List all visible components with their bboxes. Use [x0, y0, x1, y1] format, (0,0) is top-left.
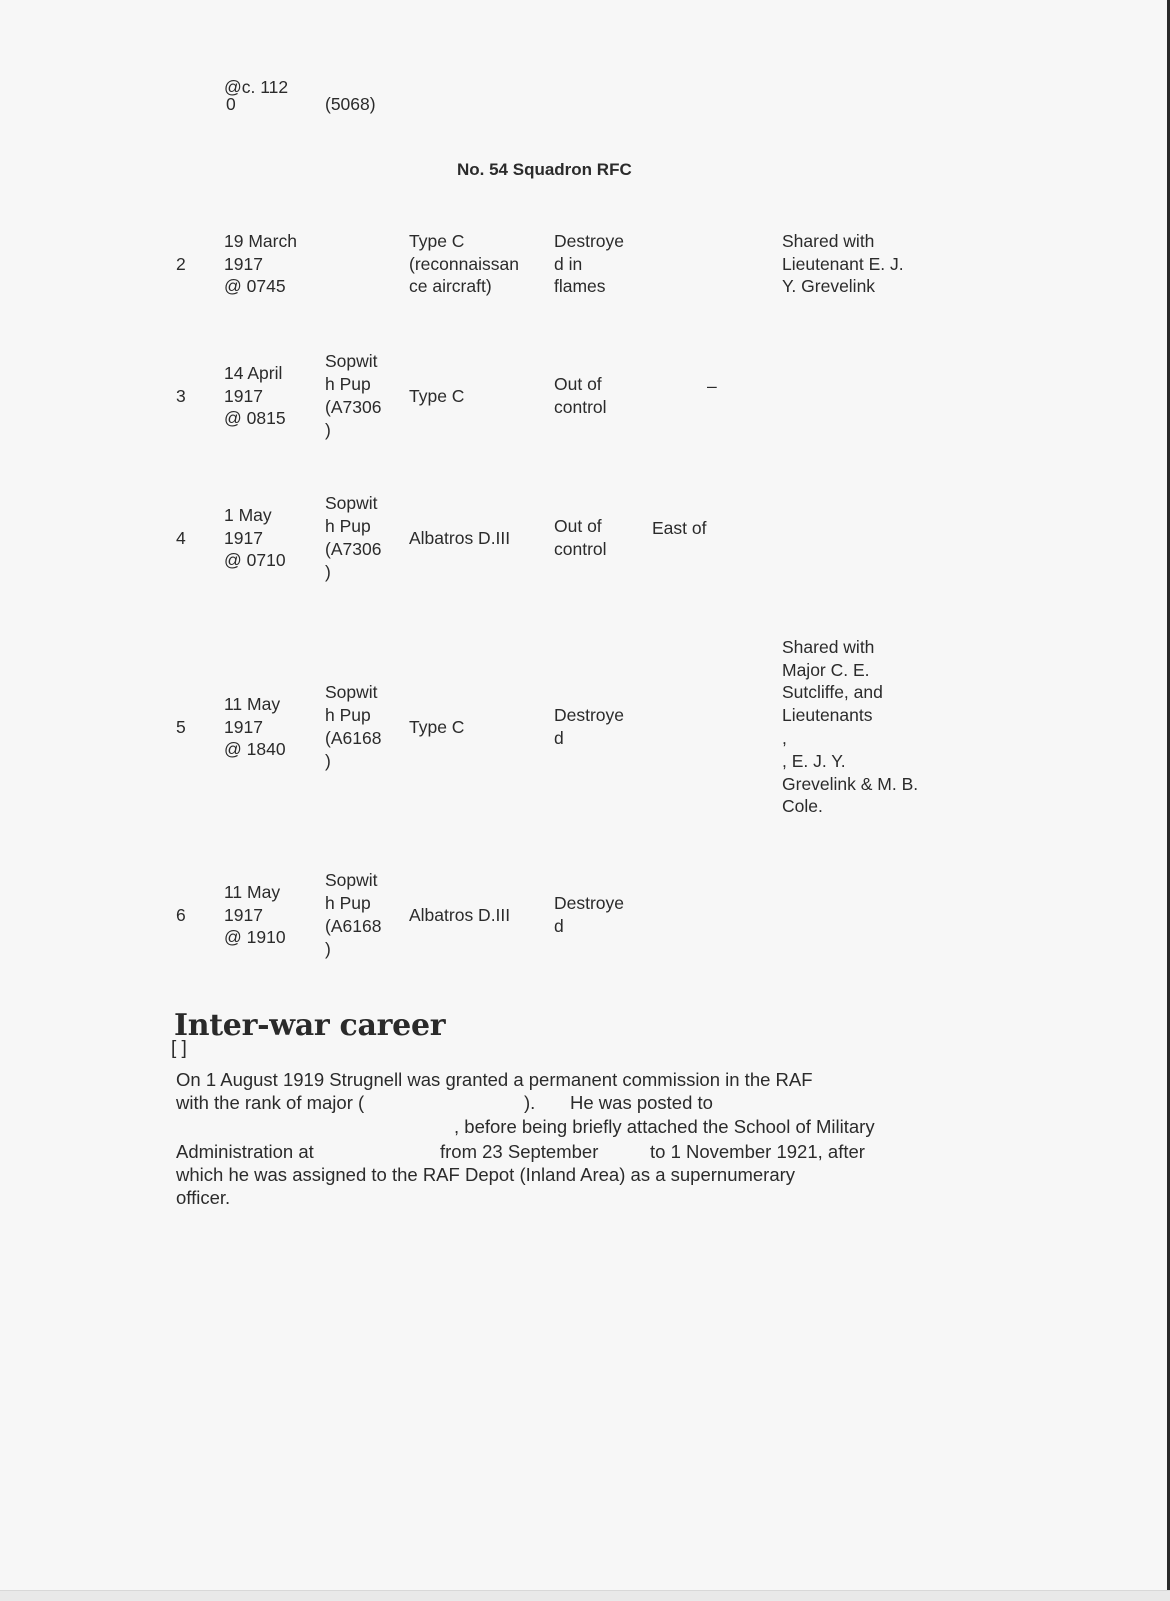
paragraph-line: On 1 August 1919 Strugnell was granted a permanent commission in the RAF — [176, 1069, 813, 1090]
date-cell — [224, 693, 286, 761]
paragraph-line: officer. — [176, 1187, 231, 1208]
aircraft-cell-line: h Pup — [325, 516, 371, 537]
notes-cell-line: Y. Grevelink — [782, 276, 876, 297]
aircraft-cell-line: (A7306 — [325, 538, 382, 559]
location-cell-line: – — [707, 375, 717, 396]
top-serial: (5068) — [325, 94, 376, 114]
aircraft-cell-line: (A6168 — [325, 727, 382, 748]
aircraft-cell-line: Sopwit — [325, 493, 378, 514]
row-number: 2 — [176, 253, 186, 274]
date-cell-line: @ 1840 — [224, 739, 286, 760]
result-cell — [554, 892, 624, 938]
foe-cell-line: Type C — [409, 230, 465, 251]
result-cell-line: control — [554, 538, 607, 559]
date-cell-line: @ 1910 — [224, 927, 286, 948]
result-cell-line: d in — [554, 253, 583, 274]
date-cell-line: 19 March — [224, 230, 297, 251]
aircraft-cell — [325, 350, 381, 441]
paragraph-line: Administration at — [176, 1141, 314, 1162]
foe-cell — [409, 527, 510, 550]
notes-cell-line: Cole. — [782, 796, 823, 817]
result-cell — [554, 515, 607, 561]
date-cell-line: @ 0710 — [224, 550, 286, 571]
result-cell-line: control — [554, 396, 607, 417]
result-cell-line: Out of — [554, 374, 602, 395]
notes-cell-line: Lieutenants — [782, 705, 873, 726]
notes-cell-line: Grevelink & M. B. — [782, 773, 919, 794]
date-cell — [224, 504, 286, 572]
date-cell-line: 1917 — [224, 527, 263, 548]
section-title: No. 54 Squadron RFC — [457, 160, 632, 179]
row-number: 4 — [176, 527, 186, 548]
top-fragment-2: 0 — [226, 94, 236, 114]
result-cell-line: d — [554, 915, 564, 936]
edit-link[interactable]: [ ] — [171, 1038, 187, 1059]
aircraft-cell-line: ) — [325, 561, 331, 582]
date-cell — [224, 362, 286, 430]
paragraph-line: He was posted to — [570, 1092, 713, 1113]
notes-cell-line: Lieutenant E. J. — [782, 253, 904, 274]
aircraft-cell — [325, 681, 381, 772]
aircraft-cell — [325, 492, 381, 583]
location-cell-line: East of — [652, 517, 707, 538]
notes-cell-line: , E. J. Y. — [782, 750, 846, 771]
result-cell — [554, 230, 624, 298]
aircraft-cell-line: Sopwit — [325, 682, 378, 703]
notes-cell-line: Sutcliffe, and — [782, 682, 883, 703]
paragraph-line: , before being briefly attached the School of Military — [454, 1116, 875, 1137]
foe-cell-line: Albatros D.III — [409, 527, 511, 548]
notes-cell-line: , — [782, 727, 787, 748]
row-number: 3 — [176, 385, 186, 406]
notes-cell-line: Shared with — [782, 230, 875, 251]
date-cell-line: 1917 — [224, 904, 263, 925]
paragraph-line: from 23 September — [440, 1141, 599, 1162]
result-cell-line: flames — [554, 276, 606, 297]
date-cell-line: 11 May — [224, 693, 281, 714]
location-cell — [707, 375, 717, 398]
foe-cell — [409, 230, 519, 298]
foe-cell-line: Type C — [409, 716, 465, 737]
result-cell-line: Destroye — [554, 230, 625, 251]
aircraft-cell-line: h Pup — [325, 893, 371, 914]
foe-cell-line: Type C — [409, 385, 465, 406]
date-cell-line: 1917 — [224, 385, 263, 406]
notes-cell-line: Shared with — [782, 636, 875, 657]
foe-cell — [409, 385, 464, 408]
page-bottom-edge — [0, 1590, 1170, 1601]
notes-cell — [782, 230, 904, 298]
foe-cell — [409, 716, 464, 739]
top-fragment-1: @c. 112 — [224, 77, 289, 97]
date-cell-line: @ 0745 — [224, 276, 286, 297]
aircraft-cell-line: ) — [325, 750, 331, 771]
aircraft-cell-line: h Pup — [325, 374, 371, 395]
row-number: 6 — [176, 904, 186, 925]
result-cell-line: d — [554, 727, 564, 748]
date-cell — [224, 230, 297, 298]
aircraft-cell — [325, 869, 381, 960]
paragraph-line: which he was assigned to the RAF Depot (Inland Area) as a supernumerary — [176, 1164, 796, 1185]
aircraft-cell-line: (A6168 — [325, 915, 382, 936]
foe-cell — [409, 904, 510, 927]
paragraph-line: with the rank of major ( — [176, 1092, 365, 1113]
foe-cell-line: Albatros D.III — [409, 904, 511, 925]
result-cell-line: Out of — [554, 516, 602, 537]
date-cell-line: @ 0815 — [224, 408, 286, 429]
location-cell — [652, 517, 706, 540]
aircraft-cell-line: (A7306 — [325, 396, 382, 417]
notes-cell-line: Major C. E. — [782, 659, 870, 680]
result-cell-line: Destroye — [554, 705, 625, 726]
row-number: 5 — [176, 716, 186, 737]
date-cell-line: 1917 — [224, 716, 263, 737]
result-cell — [554, 373, 607, 419]
result-cell-line: Destroye — [554, 893, 625, 914]
paragraph-line: to 1 November 1921, after — [650, 1141, 865, 1162]
date-cell-line: 1917 — [224, 253, 263, 274]
result-cell — [554, 704, 624, 750]
aircraft-cell-line: h Pup — [325, 705, 371, 726]
notes-cell — [782, 636, 918, 818]
date-cell-line: 11 May — [224, 881, 281, 902]
aircraft-cell-line: ) — [325, 419, 331, 440]
section-heading: Inter-war career — [174, 1008, 446, 1043]
aircraft-cell-line: Sopwit — [325, 351, 378, 372]
foe-cell-line: ce aircraft) — [409, 276, 492, 297]
date-cell-line: 1 May — [224, 504, 272, 525]
aircraft-cell-line: Sopwit — [325, 870, 378, 891]
aircraft-cell-line: ) — [325, 938, 331, 959]
foe-cell-line: (reconnaissan — [409, 253, 519, 274]
paragraph-line: ). — [524, 1092, 536, 1113]
date-cell — [224, 881, 286, 949]
date-cell-line: 14 April — [224, 362, 283, 383]
